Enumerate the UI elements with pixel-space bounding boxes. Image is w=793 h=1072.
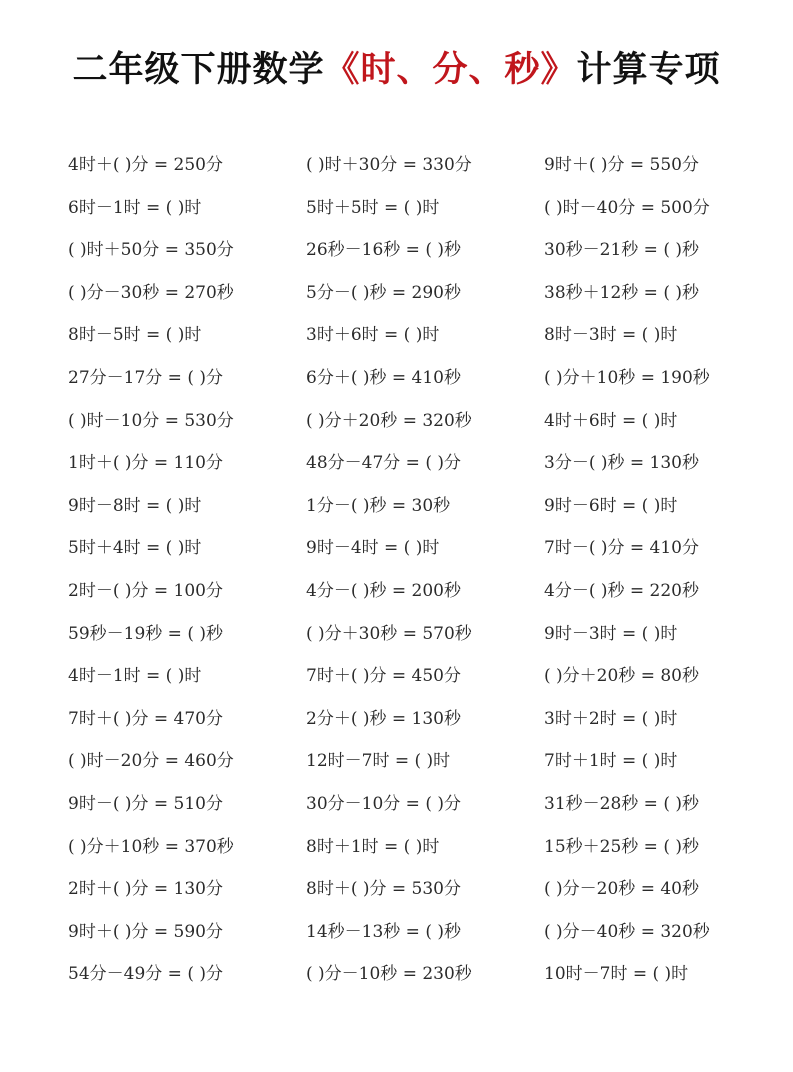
problem-item: 9时－3时 = ( )时 — [544, 623, 678, 644]
problem-item: 4时－1时 = ( )时 — [68, 666, 202, 687]
problem-row — [68, 485, 768, 528]
title-highlight: 《时、分、秒》 — [324, 50, 577, 90]
problem-item: 2分＋( )秒 = 130秒 — [306, 708, 461, 729]
problem-row — [68, 442, 768, 485]
problem-row — [68, 570, 768, 613]
problem-item: 7时＋( )分 = 470分 — [68, 708, 223, 729]
problem-item: 12时－7时 = ( )时 — [306, 751, 451, 772]
problem-item: 4分－( )秒 = 220秒 — [544, 580, 699, 601]
problem-item: 3分－( )秒 = 130秒 — [544, 453, 699, 474]
problem-item: 27分－17分 = ( )分 — [68, 367, 223, 388]
problem-row — [68, 911, 768, 954]
problem-grid — [68, 144, 768, 996]
problem-item: 7时＋( )分 = 450分 — [306, 666, 461, 687]
problem-item: 3时＋2时 = ( )时 — [544, 708, 678, 729]
problem-item: 7时＋1时 = ( )时 — [544, 751, 678, 772]
problem-item: 8时＋1时 = ( )时 — [306, 836, 440, 857]
problem-item: 9时－8时 = ( )时 — [68, 495, 202, 516]
problem-item: 38秒＋12秒 = ( )秒 — [544, 282, 699, 303]
problem-row — [68, 826, 768, 869]
problem-item: 1时＋( )分 = 110分 — [68, 453, 223, 474]
problem-item: 48分－47分 = ( )分 — [306, 453, 461, 474]
problem-item: ( )分－10秒 = 230秒 — [306, 964, 472, 985]
page-title — [0, 42, 793, 92]
problem-item: 9时＋( )分 = 550分 — [544, 155, 699, 175]
problem-row — [68, 527, 768, 570]
problem-item: 2时－( )分 = 100分 — [68, 580, 223, 601]
problem-item: ( )时－10分 = 530分 — [68, 410, 234, 431]
problem-row — [68, 272, 768, 315]
problem-item: 9时－( )分 = 510分 — [68, 793, 223, 814]
problem-item: ( )分＋10秒 = 190秒 — [544, 367, 710, 388]
problem-item: 8时－5时 = ( )时 — [68, 325, 202, 346]
problem-item: 14秒－13秒 = ( )秒 — [306, 921, 461, 942]
title-prefix: 二年级下册数学 — [72, 50, 325, 90]
problem-row — [68, 655, 768, 698]
problem-item: ( )分－30秒 = 270秒 — [68, 282, 234, 303]
problem-row — [68, 783, 768, 826]
problem-row — [68, 357, 768, 400]
problem-item: ( )分＋20秒 = 80秒 — [544, 666, 699, 687]
problem-item: 2时＋( )分 = 130分 — [68, 879, 223, 900]
problem-item: 30秒－21秒 = ( )秒 — [544, 240, 699, 261]
problem-item: 9时＋( )分 = 590分 — [68, 921, 223, 942]
problem-item: 5时＋4时 = ( )时 — [68, 538, 202, 559]
problem-item: 8时＋( )分 = 530分 — [306, 879, 461, 900]
problem-row — [68, 144, 768, 187]
problem-row — [68, 740, 768, 783]
problem-item: ( )分－20秒 = 40秒 — [544, 879, 699, 900]
problem-item: 5时＋5时 = ( )时 — [306, 197, 440, 218]
problem-item: 6分＋( )秒 = 410秒 — [306, 367, 461, 388]
problem-row — [68, 229, 768, 272]
problem-row — [68, 953, 768, 996]
problem-item: 8时－3时 = ( )时 — [544, 325, 678, 346]
problem-item: 31秒－28秒 = ( )秒 — [544, 793, 699, 814]
problem-item: 59秒－19秒 = ( )秒 — [68, 623, 223, 644]
problem-item: 9时－6时 = ( )时 — [544, 495, 678, 516]
problem-item: 7时－( )分 = 410分 — [544, 538, 699, 559]
problem-item: ( )时－20分 = 460分 — [68, 751, 234, 772]
problem-item: 1分－( )秒 = 30秒 — [306, 495, 451, 516]
problem-item: ( )分＋10秒 = 370秒 — [68, 836, 234, 857]
problem-item: 4时＋( )分 = 250分 — [68, 155, 223, 175]
problem-item: ( )时＋30分 = 330分 — [306, 155, 472, 175]
problem-row — [68, 868, 768, 911]
problem-item: 54分－49分 = ( )分 — [68, 964, 223, 985]
problem-row — [68, 187, 768, 230]
problem-item: 4分－( )秒 = 200秒 — [306, 580, 461, 601]
problem-item: 15秒＋25秒 = ( )秒 — [544, 836, 699, 857]
problem-row — [68, 698, 768, 741]
problem-row — [68, 400, 768, 443]
problem-item: 4时＋6时 = ( )时 — [544, 410, 678, 431]
title-suffix: 计算专项 — [576, 50, 721, 90]
problem-item: ( )分＋20秒 = 320秒 — [306, 410, 472, 431]
problem-item: ( )时＋50分 = 350分 — [68, 240, 234, 261]
problem-item: ( )分＋30秒 = 570秒 — [306, 623, 472, 644]
problem-item: 9时－4时 = ( )时 — [306, 538, 440, 559]
problem-item: 10时－7时 = ( )时 — [544, 964, 689, 985]
problem-row — [68, 613, 768, 656]
problem-item: 3时＋6时 = ( )时 — [306, 325, 440, 346]
problem-item: 30分－10分 = ( )分 — [306, 793, 461, 814]
problem-item: 26秒－16秒 = ( )秒 — [306, 240, 461, 261]
problem-item: ( )分－40秒 = 320秒 — [544, 921, 710, 942]
problem-item: 6时－1时 = ( )时 — [68, 197, 202, 218]
problem-row — [68, 314, 768, 357]
problem-item: ( )时－40分 = 500分 — [544, 197, 710, 218]
problem-item: 5分－( )秒 = 290秒 — [306, 282, 461, 303]
